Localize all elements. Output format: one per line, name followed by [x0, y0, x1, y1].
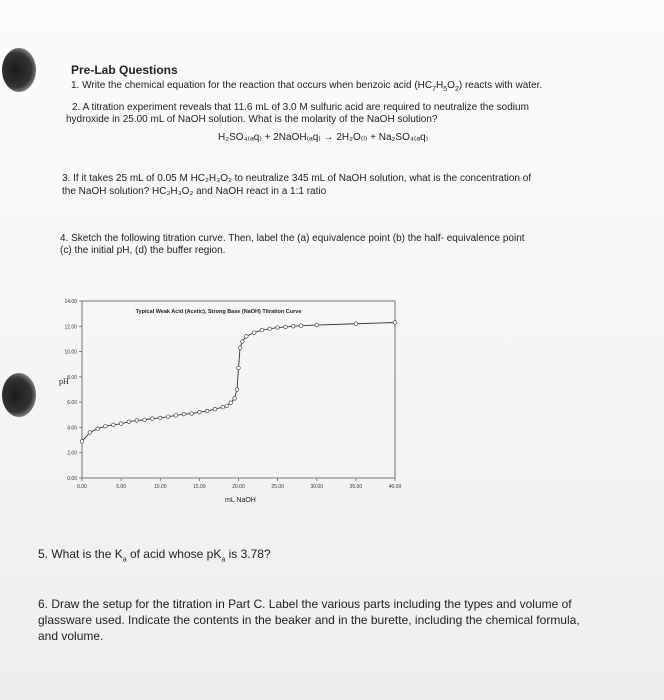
titration-chart: [55, 293, 415, 513]
binder-hole-top: [2, 48, 36, 92]
y-axis-label: pH: [59, 377, 69, 386]
data-point: [354, 322, 358, 326]
y-tick-label: 8.00: [67, 374, 77, 381]
data-point: [151, 417, 155, 421]
x-tick-label: 0.00: [77, 484, 87, 490]
data-point: [252, 331, 256, 335]
data-point: [198, 410, 202, 414]
data-point: [213, 407, 217, 411]
data-point: [284, 325, 288, 329]
data-point: [96, 427, 100, 431]
data-point: [268, 327, 272, 331]
x-tick-label: 25.00: [271, 484, 284, 490]
data-point: [143, 418, 147, 422]
data-point: [233, 397, 237, 401]
chart-title: Typical Weak Acid (Acetic), Strong Base (NaOH) Titration Curve: [135, 309, 302, 315]
x-tick-label: 40.00: [388, 484, 402, 490]
data-point: [166, 415, 170, 419]
data-point: [276, 326, 280, 330]
data-point: [174, 414, 178, 418]
question-3-line-2: the NaOH solution? HC₂H₃O₂ and NaOH react in a 1:1 ratio: [62, 186, 327, 197]
data-point: [315, 323, 319, 327]
data-point: [291, 324, 295, 328]
x-tick-label: 5.00: [116, 484, 126, 490]
data-point: [299, 324, 303, 328]
data-point: [127, 420, 131, 424]
question-1: 1. Write the chemical equation for the reaction that occurs when benzoic acid $(HC_7H_5O_2)$ reacts with water.: [71, 80, 543, 93]
y-tick-label: 4.00: [67, 425, 77, 432]
data-point: [238, 346, 242, 350]
question-6-line-1: 6. Draw the setup for the titration in Part C. Label the various parts including the types and volume of: [38, 597, 572, 611]
data-point: [104, 424, 108, 428]
data-point: [88, 431, 92, 435]
data-point: [190, 412, 194, 416]
y-tick-label: 0.00: [67, 476, 77, 482]
data-point: [260, 328, 264, 332]
x-tick-label: 30.00: [310, 484, 324, 490]
y-tick-label: 14.00: [64, 299, 77, 305]
data-point: [229, 401, 233, 405]
titration-chart-svg: [55, 293, 415, 513]
question-6-line-3: and volume.: [38, 629, 104, 643]
data-point: [235, 388, 239, 392]
data-point: [237, 366, 241, 370]
data-point: [245, 335, 249, 339]
data-point: [241, 340, 245, 344]
x-tick-label: 10.00: [153, 484, 167, 490]
data-point: [225, 404, 229, 408]
y-tick-label: 6.00: [67, 400, 77, 407]
x-axis-label: mL NaOH: [225, 497, 256, 504]
data-point: [135, 419, 139, 423]
y-tick-label: 10.00: [64, 349, 77, 356]
data-point: [80, 440, 84, 444]
x-tick-label: 20.00: [232, 484, 245, 490]
data-point: [393, 321, 397, 325]
binder-hole-bottom: [2, 373, 36, 417]
data-point: [112, 423, 116, 427]
question-3-line-1: 3. If it takes 25 mL of 0.05 M HC₂H₃O₂ to neutralize 345 mL of NaOH solution, what is the concentration of: [62, 173, 532, 184]
x-tick-label: 35.00: [349, 484, 363, 490]
question-5: 5. What is the $K_a$ of acid whose $pK_a$ is 3.78?: [38, 547, 271, 564]
data-point: [158, 416, 162, 420]
question-6-line-2: glassware used. Indicate the contents in the beaker and in the burette, including the chemical formula,: [38, 613, 580, 627]
question-4-line-2: (c) the initial pH, (d) the buffer region.: [60, 245, 226, 256]
data-point: [182, 412, 186, 416]
question-4-line-1: 4. Sketch the following titration curve. Then, label the (a) equivalence point (b) the half- equivalence point: [60, 233, 525, 244]
y-tick-label: 2.00: [67, 450, 77, 457]
question-2-line-1: 2. A titration experiment reveals that 11.6 mL of 3.0 M sulfuric acid are required to neutralize the sodium: [72, 102, 529, 113]
page-title: Pre-Lab Questions: [71, 63, 178, 77]
data-point: [205, 409, 209, 413]
y-tick-label: 12.00: [64, 324, 77, 331]
question-2-line-2: hydroxide in 25.00 mL of NaOH solution. What is the molarity of the NaOH solution?: [66, 114, 438, 125]
x-tick-label: 15.00: [193, 484, 206, 490]
question-2-equation: H₂SO₄₍ₐq₎ + 2NaOH₍ₐq₎ → 2H₂O₍ₗ₎ + Na₂SO₄₍ₐq₎: [218, 132, 429, 143]
data-point: [119, 422, 123, 426]
data-point: [221, 405, 225, 409]
